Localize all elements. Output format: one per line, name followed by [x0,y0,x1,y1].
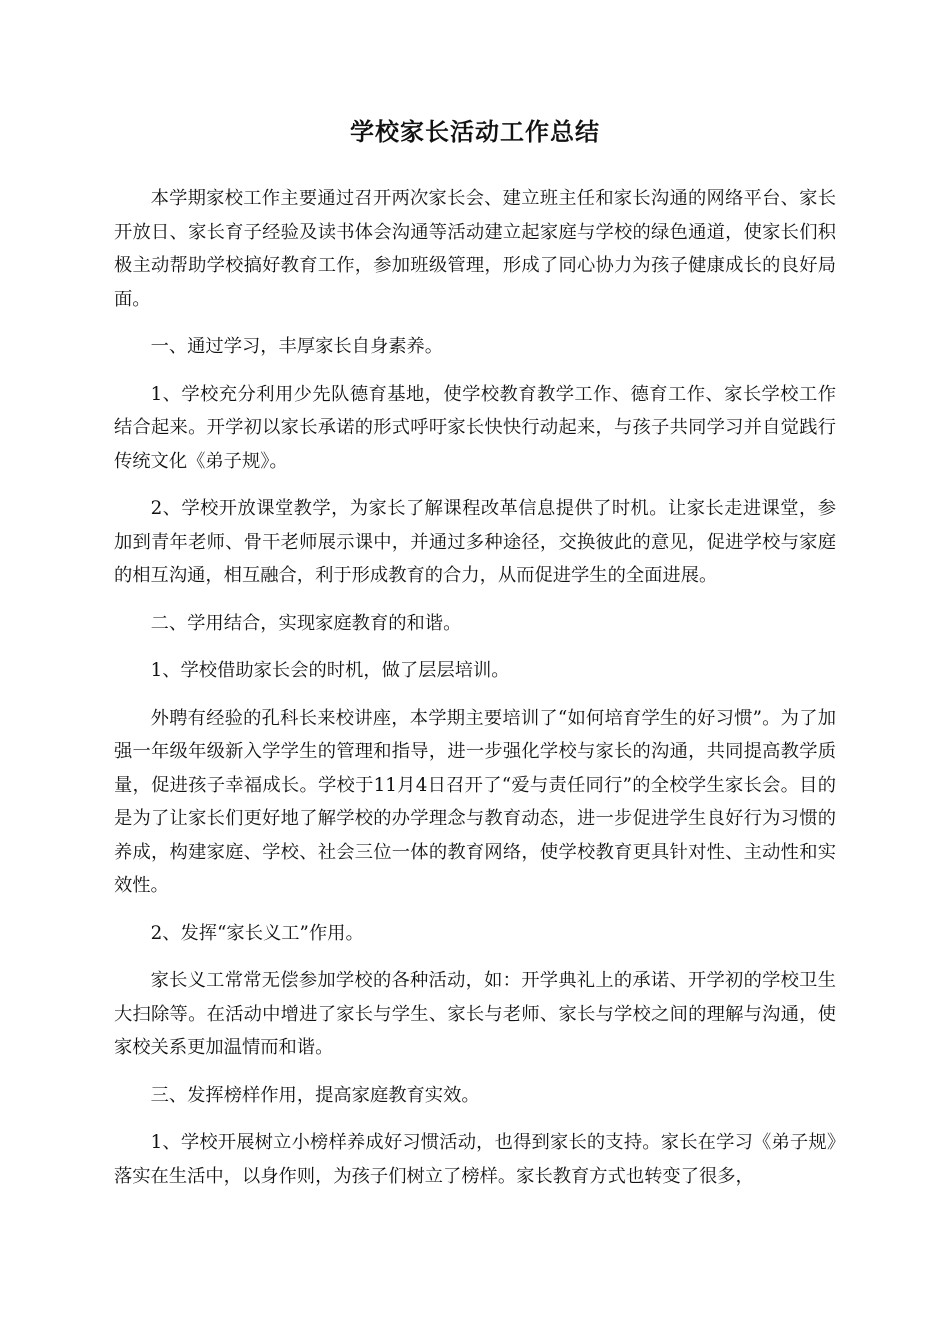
section-heading-3: 三、发挥榜样作用，提高家庭教育实效。 [150,1084,480,1106]
paragraph: 2、学校开放课堂教学，为家长了解课程改革信息提供了时机。让家长走进课堂，参加到青年老师、骨干老师展示课中，并通过多种途径，交换彼此的意见，促进学校与家庭的相互沟通，相互融合，利于形成教育的合力，从而促进学生的全面进展。 [114,498,836,586]
document-page [114,108,836,1207]
paragraph: 2、发挥“家长义工”作用。 [150,922,364,944]
paragraph: 1、学校充分利用少先队德育基地，使学校教育教学工作、德育工作、家长学校工作结合起来。开学初以家长承诺的形式呼吁家长快快行动起来，与孩子共同学习并自觉践行传统文化《弟子规》。 [114,383,836,472]
section-heading-1: 一、通过学习，丰厚家长自身素养。 [150,336,444,357]
section-heading-2: 二、学用结合，实现家庭教育的和谐。 [150,612,462,634]
paragraph: 1、学校借助家长会的时机，做了层层培训。 [150,660,510,681]
paragraph: 家长义工常常无偿参加学校的各种活动，如：开学典礼上的承诺、开学初的学校卫生大扫除等。在活动中增进了家长与学生、家长与老师、家长与学校之间的理解与沟通，使家校关系更加温情而和谐。 [114,970,836,1058]
paragraph: 1、学校开展树立小榜样养成好习惯活动，也得到家长的支持。家长在学习《弟子规》落实在生活中，以身作则，为孩子们树立了榜样。家长教育方式也转变了很多， [114,1132,836,1187]
document-title: 学校家长活动工作总结 [350,118,600,146]
paragraph: 外聘有经验的孔科长来校讲座，本学期主要培训了“如何培育学生的好习惯”。为了加强一年级年级新入学学生的管理和指导，进一步强化学校与家长的沟通，共同提高教学质量，促进孩子幸福成长。学校于11月4日召开了“爱与责任同行”的全校学生家长会。目的是为了让家长们更好地了解学校的办学理念与教育动态，进一步促进学生良好行为习惯的养成，构建家庭、学校、社会三位一体的教育网络，使学校教育更具针对性、主动性和实效性。 [114,707,836,896]
intro-paragraph: 本学期家校工作主要通过召开两次家长会、建立班主任和家长沟通的网络平台、家长开放日、家长育子经验及读书体会沟通等活动建立起家庭与学校的绿色通道，使家长们积极主动帮助学校搞好教育工作，参加班级管理，形成了同心协力为孩子健康成长的良好局面。 [114,188,836,310]
